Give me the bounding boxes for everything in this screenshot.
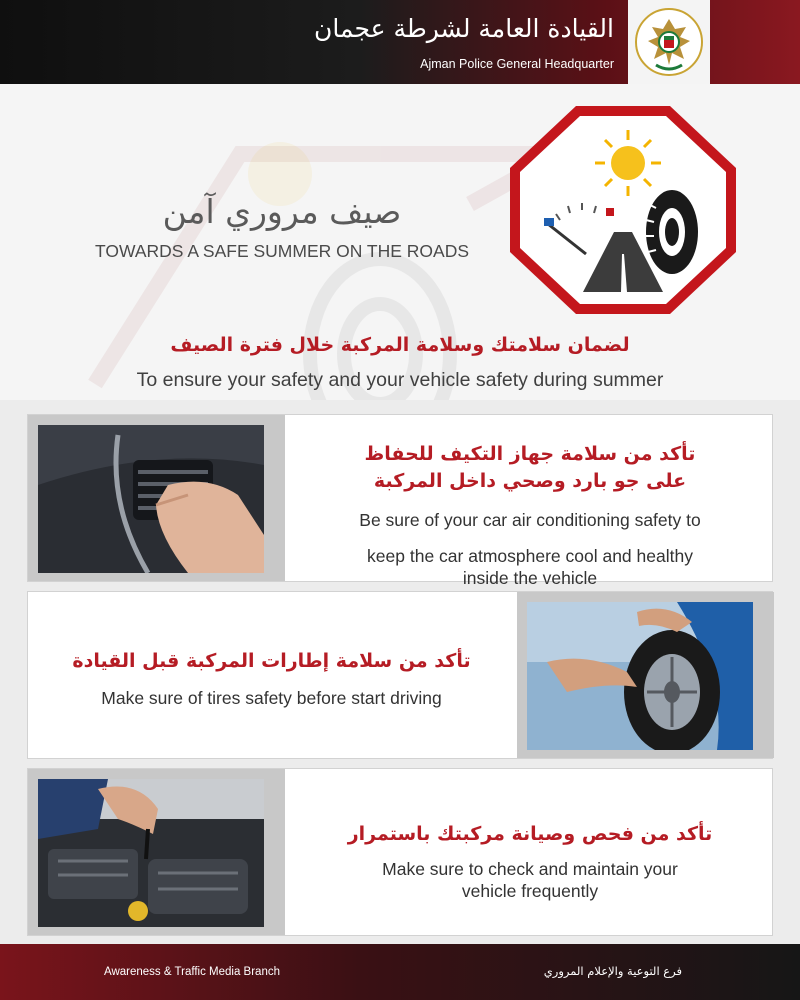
subtitle-english: To ensure your safety and your vehicle safety during summer (136, 369, 664, 391)
tip-arabic-line: تأكد من سلامة إطارات المركبة قبل القيادة (72, 650, 471, 672)
tip-arabic-line: تأكد من فحص وصيانة مركبتك باستمرار (347, 823, 713, 845)
car-tire-photo (527, 602, 753, 750)
falcon-emblem-icon (634, 7, 704, 77)
org-name-english: Ajman Police General Headquarter (420, 57, 614, 71)
summer-road-octagon-icon (508, 104, 738, 316)
tip-photo-frame (28, 415, 285, 581)
tip-photo-frame (517, 592, 774, 758)
tip-english-line: Make sure of tires safety before start driving (101, 688, 442, 708)
tip-english-line-2: keep the car atmosphere cool and healthy (367, 546, 693, 566)
tip-arabic-line-2: على جو بارد وصحي داخل المركبة (373, 470, 687, 492)
org-name-arabic: القيادة العامة لشرطة عجمان (314, 14, 614, 43)
tip-english-line-3: inside the vehicle (462, 568, 598, 588)
car-ac-vent-photo (38, 425, 264, 573)
tip-card-maintenance (27, 768, 773, 936)
tip-english-line-2: vehicle frequently (461, 881, 599, 901)
engine-maintenance-photo (38, 779, 264, 927)
hero-section (0, 84, 800, 400)
tip-card-air-conditioning (27, 414, 773, 588)
tip-english-line-1: Make sure to check and maintain your (382, 859, 678, 879)
tip-text-block (290, 769, 770, 935)
tip-arabic-line-1: تأكد من سلامة جهاز التكيف للحفاظ (364, 443, 696, 465)
subtitle-arabic: لضمان سلامتك وسلامة المركبة خلال فترة الصيف (170, 334, 630, 356)
header-bar (0, 0, 800, 84)
emblem-panel (628, 0, 710, 84)
tip-text-block (28, 592, 515, 758)
footer-branch-arabic: فرع التوعية والإعلام المروري (543, 964, 682, 978)
footer-branch-english: Awareness & Traffic Media Branch (104, 966, 280, 978)
tip-english-line-1: Be sure of your car air conditioning safety to (359, 510, 701, 530)
tip-card-tires (27, 591, 773, 759)
hero-title-english: TOWARDS A SAFE SUMMER ON THE ROADS (94, 241, 470, 261)
tip-text-block (290, 415, 770, 588)
hero-title-arabic: صيف مروري آمن (162, 192, 402, 231)
footer-bar (0, 944, 800, 1000)
tip-photo-frame (28, 769, 285, 935)
